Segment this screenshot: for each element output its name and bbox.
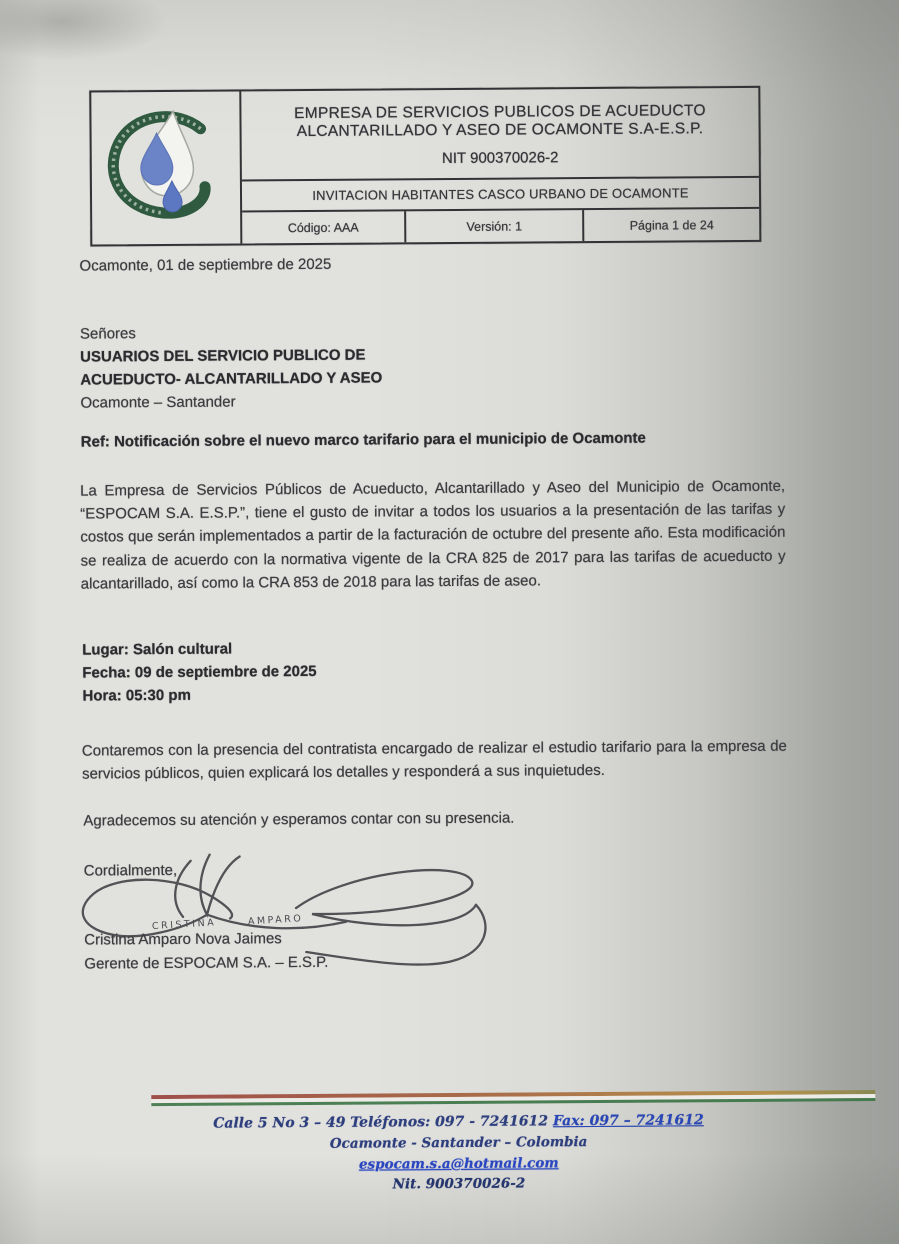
header-right-section bbox=[241, 88, 759, 244]
signer-name: Cristina Amparo Nova Jaimes bbox=[84, 930, 282, 949]
event-block bbox=[82, 637, 512, 708]
recipient-line1: USUARIOS DEL SERVICIO PUBLICO DE bbox=[80, 346, 366, 366]
footer-fax-link[interactable]: Fax: 097 – 7241612 bbox=[552, 1112, 704, 1130]
footer-tricolor-rule bbox=[151, 1090, 875, 1106]
recipient-salutation: Señores bbox=[79, 325, 136, 343]
company-nit: NIT 900370026-2 bbox=[441, 148, 559, 167]
closing-line: Cordialmente, bbox=[83, 861, 178, 880]
meta-row bbox=[242, 207, 759, 244]
company-name-line2: ALCANTARILLADO Y ASEO DE OCAMONTE S.A-E.S.P. bbox=[296, 120, 704, 141]
signature-handwritten-word2: AMPARO bbox=[247, 913, 304, 928]
event-hora: Hora: 05:30 pm bbox=[82, 686, 191, 705]
header-table bbox=[89, 86, 761, 247]
reference-line: Ref: Notificación sobre el nuevo marco tarifario para el municipio de Ocamonte bbox=[80, 429, 646, 451]
body-paragraph-2: Contaremos con la presencia del contratista encargado de realizar el estudio tarifario para la empresa de servicios públicos, quien explicará los detalles y responderá a sus inquietudes. bbox=[81, 737, 787, 783]
signer-title: Gerente de ESPOCAM S.A. – E.S.P. bbox=[84, 953, 329, 973]
event-fecha: Fecha: 09 de septiembre de 2025 bbox=[82, 662, 317, 682]
document-title-cell: INVITACION HABITANTES CASCO URBANO DE OCAMONTE bbox=[242, 176, 759, 211]
company-name-cell bbox=[241, 88, 759, 180]
body-paragraph-1: La Empresa de Servicios Públicos de Acueducto, Alcantarillado y Aseo del Municipio de Ocamonte, “ESPOCAM S.A. E.S.P.”, tiene el gusto de invitar a todos los usuarios a la presentación de las tarifas y costos que serán implementados a partir de la facturación de octubre del presente año. Esta modificación se realiza de acuerdo con la normativa vigente de la CRA 825 de 2017 para las tarifas de acueducto y alcantarillado, así como la CRA 853 de 2018 para las tarifas de aseo. bbox=[80, 477, 786, 593]
company-water-logo-icon bbox=[104, 105, 227, 232]
recipient-block bbox=[80, 320, 511, 415]
body-paragraph-3: Agradecemos su atención y esperamos contar con su presencia. bbox=[83, 809, 515, 830]
event-lugar: Lugar: Salón cultural bbox=[82, 640, 233, 659]
footer-block bbox=[98, 1109, 819, 1196]
recipient-line2: ACUEDUCTO- ALCANTARILLADO Y ASEO bbox=[80, 369, 383, 389]
recipient-line3: Ocamonte – Santander bbox=[80, 393, 236, 412]
signature-handwritten-word1: CRISTINA bbox=[151, 917, 217, 933]
pagina-cell: Página 1 de 24 bbox=[629, 217, 714, 233]
logo-cell bbox=[91, 91, 242, 244]
footer-location-line: Ocamonte - Santander – Colombia bbox=[329, 1134, 588, 1152]
version-cell: Versión: 1 bbox=[406, 210, 584, 242]
footer-email-link[interactable]: espocam.s.a@hotmail.com bbox=[358, 1155, 559, 1173]
date-line: Ocamonte, 01 de septiembre de 2025 bbox=[79, 255, 332, 275]
codigo-cell: Código: AAA bbox=[242, 211, 406, 243]
footer-nit-line: Nit. 900370026-2 bbox=[392, 1175, 526, 1193]
footer-address-text: Calle 5 No 3 – 49 Teléfonos: 097 - 7241612 bbox=[213, 1113, 553, 1132]
company-name-line1: EMPRESA DE SERVICIOS PUBLICOS DE ACUEDUCTO bbox=[294, 101, 706, 122]
